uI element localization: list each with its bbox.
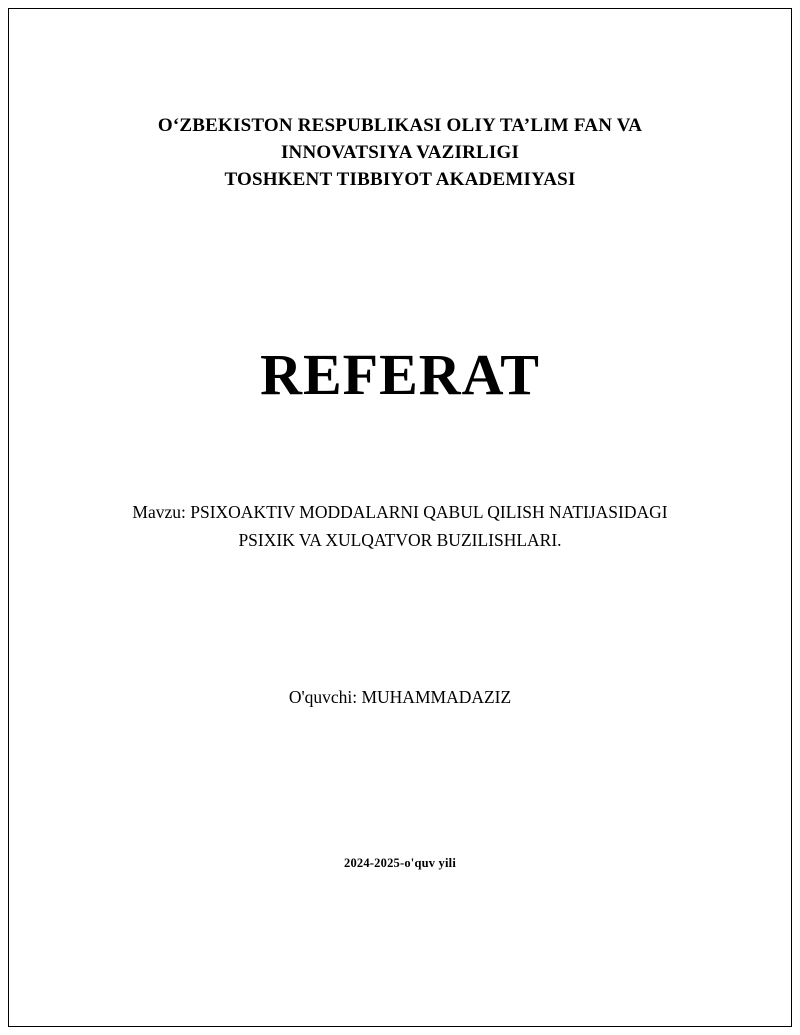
institution-line-2: INNOVATSIYA VAZIRLIGI xyxy=(280,141,520,163)
subject-block xyxy=(60,498,740,555)
subject-line-1: Mavzu: PSIXOAKTIV MODDALARNI QABUL QILISH NATIJASIDAGI xyxy=(132,501,668,522)
document-title: REFERAT xyxy=(260,341,540,407)
author-line: O'quvchi: MUHAMMADAZIZ xyxy=(288,686,512,707)
subject-line-2: PSIXIK VA XULQATVOR BUZILISHLARI. xyxy=(238,530,562,551)
academic-year: 2024-2025-o'quv yili xyxy=(344,856,456,871)
title-page-content xyxy=(60,0,740,1035)
institution-line-3: TOSHKENT TIBBIYOT AKADEMIYASI xyxy=(224,168,576,190)
institution-line-1: O‘ZBEKISTON RESPUBLIKASI OLIY TA’LIM FAN VA xyxy=(157,115,643,136)
institution-header xyxy=(60,113,740,194)
